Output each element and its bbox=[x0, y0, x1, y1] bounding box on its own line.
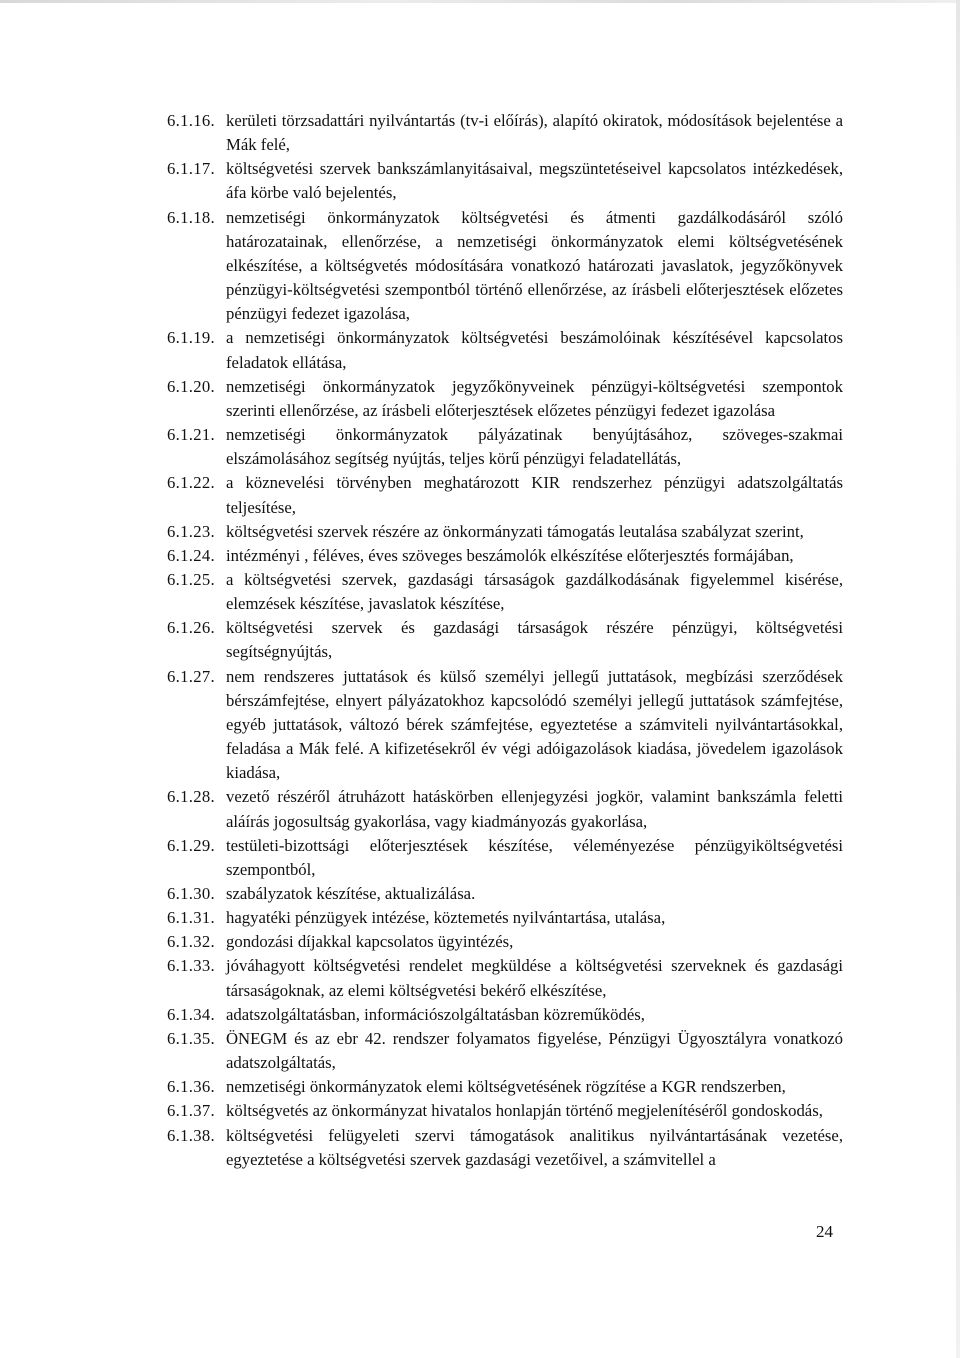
list-item bbox=[167, 882, 843, 906]
scan-right-edge bbox=[956, 0, 960, 1358]
item-number: 6.1.28. bbox=[167, 787, 215, 807]
item-number: 6.1.30. bbox=[167, 884, 215, 903]
item-number: 6.1.22. bbox=[167, 473, 215, 493]
item-number: 6.1.29. bbox=[167, 835, 215, 855]
item-number: 6.1.34. bbox=[167, 1004, 215, 1024]
item-text: gondozási díjakkal kapcsolatos ügyintézés, bbox=[226, 932, 514, 952]
item-text: intézményi , féléves, éves szöveges beszámolók elkészítése előterjesztés formájában, bbox=[226, 545, 794, 565]
list-item bbox=[167, 471, 843, 519]
list-item bbox=[167, 906, 843, 930]
list-item bbox=[167, 930, 843, 954]
scan-top-edge bbox=[0, 0, 960, 3]
list-item bbox=[167, 834, 843, 882]
list-item bbox=[167, 375, 843, 423]
item-number: 6.1.18. bbox=[167, 207, 215, 227]
item-number: 6.1.35. bbox=[167, 1028, 215, 1048]
list-item bbox=[167, 1027, 843, 1075]
item-text: költségvetési szervek részére az önkormányzati támogatás leutalása szabályzat szerint, bbox=[226, 521, 804, 541]
item-number: 6.1.33. bbox=[167, 956, 215, 976]
page-number: 24 bbox=[816, 1222, 833, 1241]
item-number: 6.1.20. bbox=[167, 376, 215, 396]
list-item bbox=[167, 1124, 843, 1172]
item-text: nemzetiségi önkormányzatok elemi költségvetésének rögzítése a KGR rendszerben, bbox=[226, 1077, 786, 1097]
item-text: költségvetési szervek és gazdasági társaságok részére pénzügyi, költségvetési segítségnyújtás, bbox=[226, 618, 843, 662]
numbered-task-list bbox=[167, 109, 843, 1172]
list-item bbox=[167, 1075, 843, 1099]
item-number: 6.1.27. bbox=[167, 666, 215, 686]
list-item bbox=[167, 423, 843, 471]
list-item bbox=[167, 568, 843, 616]
item-number: 6.1.38. bbox=[167, 1125, 215, 1145]
item-text: nem rendszeres juttatások és külső személyi jellegű juttatások, megbízási szerződések bérszámfejtése, elnyert pályázatokhoz kapcsolódó személyi jellegű juttatások számfejtése, egyéb juttatások, változó bérek számfejtése, egyeztetése a számviteli nyilvántartásokkal, feladása a Mák felé. A kifizetésekről év végi adóigazolások kiadása, jövedelem igazolások kiadása, bbox=[226, 666, 843, 783]
item-number: 6.1.31. bbox=[167, 908, 215, 928]
item-text: jóváhagyott költségvetési rendelet megküldése a költségvetési szerveknek és gazdasági társaságoknak, az elemi költségvetési bekérő elkészítése, bbox=[226, 956, 843, 1000]
list-item bbox=[167, 544, 843, 568]
list-item bbox=[167, 1003, 843, 1027]
item-text: nemzetiségi önkormányzatok jegyzőkönyveinek pénzügyi-költségvetési szempontok szerinti ellenőrzése, az írásbeli előterjesztések előzetes pénzügyi fedezet igazolása bbox=[226, 376, 843, 420]
item-text: ÖNEGM és az ebr 42. rendszer folyamatos figyelése, Pénzügyi Ügyosztályra vonatkozó adatszolgáltatás, bbox=[226, 1028, 843, 1073]
item-text: a köznevelési törvényben meghatározott KIR rendszerhez pénzügyi adatszolgáltatás teljesítése, bbox=[226, 473, 843, 517]
item-text: szabályzatok készítése, aktualizálása. bbox=[226, 884, 476, 903]
list-item bbox=[167, 1099, 843, 1123]
item-text: kerületi törzsadattári nyilvántartás (tv-i előírás), alapító okiratok, módosítások bejelentése a Mák felé, bbox=[226, 111, 843, 155]
item-number: 6.1.17. bbox=[167, 159, 215, 179]
item-number: 6.1.37. bbox=[167, 1101, 215, 1121]
list-item bbox=[167, 616, 843, 664]
item-text: nemzetiségi önkormányzatok költségvetési és átmenti gazdálkodásáról szóló határozatainak, ellenőrzése, a nemzetiségi önkormányzatok elemi költségvetésének elkészítése, a költségvetés módosítására vonatkozó határozati javaslatok, jegyzőkönyvek pénzügyi-költségvetési szempontból történő ellenőrzése, az írásbeli előterjesztések előzetes pénzügyi fedezet igazolása, bbox=[226, 207, 843, 324]
item-number: 6.1.36. bbox=[167, 1077, 215, 1097]
item-number: 6.1.21. bbox=[167, 425, 215, 445]
item-text: adatszolgáltatásban, információszolgáltatásban közreműködés, bbox=[226, 1004, 645, 1024]
item-number: 6.1.16. bbox=[167, 111, 215, 130]
item-text: a költségvetési szervek, gazdasági társaságok gazdálkodásának figyelemmel kisérése, elemzések készítése, javaslatok készítése, bbox=[226, 569, 843, 614]
list-item bbox=[167, 326, 843, 374]
item-number: 6.1.26. bbox=[167, 618, 215, 638]
item-number: 6.1.25. bbox=[167, 569, 215, 589]
item-text: nemzetiségi önkormányzatok pályázatinak benyújtásához, szöveges-szakmai elszámolásához segítség nyújtás, teljes körű pénzügyi feladatellátás, bbox=[226, 425, 843, 469]
item-text: vezető részéről átruházott hatáskörben ellenjegyzési jogkör, valamint bankszámla feletti aláírás jogosultság gyakorlása, vagy kiadmányozás gyakorlása, bbox=[226, 787, 843, 831]
item-number: 6.1.24. bbox=[167, 545, 215, 565]
item-text: a nemzetiségi önkormányzatok költségvetési beszámolóinak készítésével kapcsolatos feladatok ellátása, bbox=[226, 328, 843, 372]
list-item bbox=[167, 157, 843, 205]
item-text: költségvetés az önkormányzat hivatalos honlapján történő megjelenítéséről gondoskodás, bbox=[226, 1101, 823, 1121]
item-text: költségvetési felügyeleti szervi támogatások analitikus nyilvántartásának vezetése, egyeztetése a költségvetési szervek gazdasági vezetőivel, a számvitellel a bbox=[226, 1125, 843, 1169]
list-item bbox=[167, 520, 843, 544]
item-text: költségvetési szervek bankszámlanyitásaival, megszüntetéseivel kapcsolatos intézkedések, áfa körbe való bejelentés, bbox=[226, 159, 843, 203]
list-item bbox=[167, 109, 843, 157]
item-text: testületi-bizottsági előterjesztések készítése, véleményezése pénzügyiköltségvetési szempontból, bbox=[226, 835, 843, 879]
list-item bbox=[167, 785, 843, 833]
item-number: 6.1.32. bbox=[167, 932, 215, 952]
list-item bbox=[167, 954, 843, 1002]
item-number: 6.1.23. bbox=[167, 521, 215, 541]
item-text: hagyatéki pénzügyek intézése, köztemetés nyilvántartása, utalása, bbox=[226, 908, 666, 928]
item-number: 6.1.19. bbox=[167, 328, 215, 348]
list-item bbox=[167, 206, 843, 327]
list-item bbox=[167, 665, 843, 786]
